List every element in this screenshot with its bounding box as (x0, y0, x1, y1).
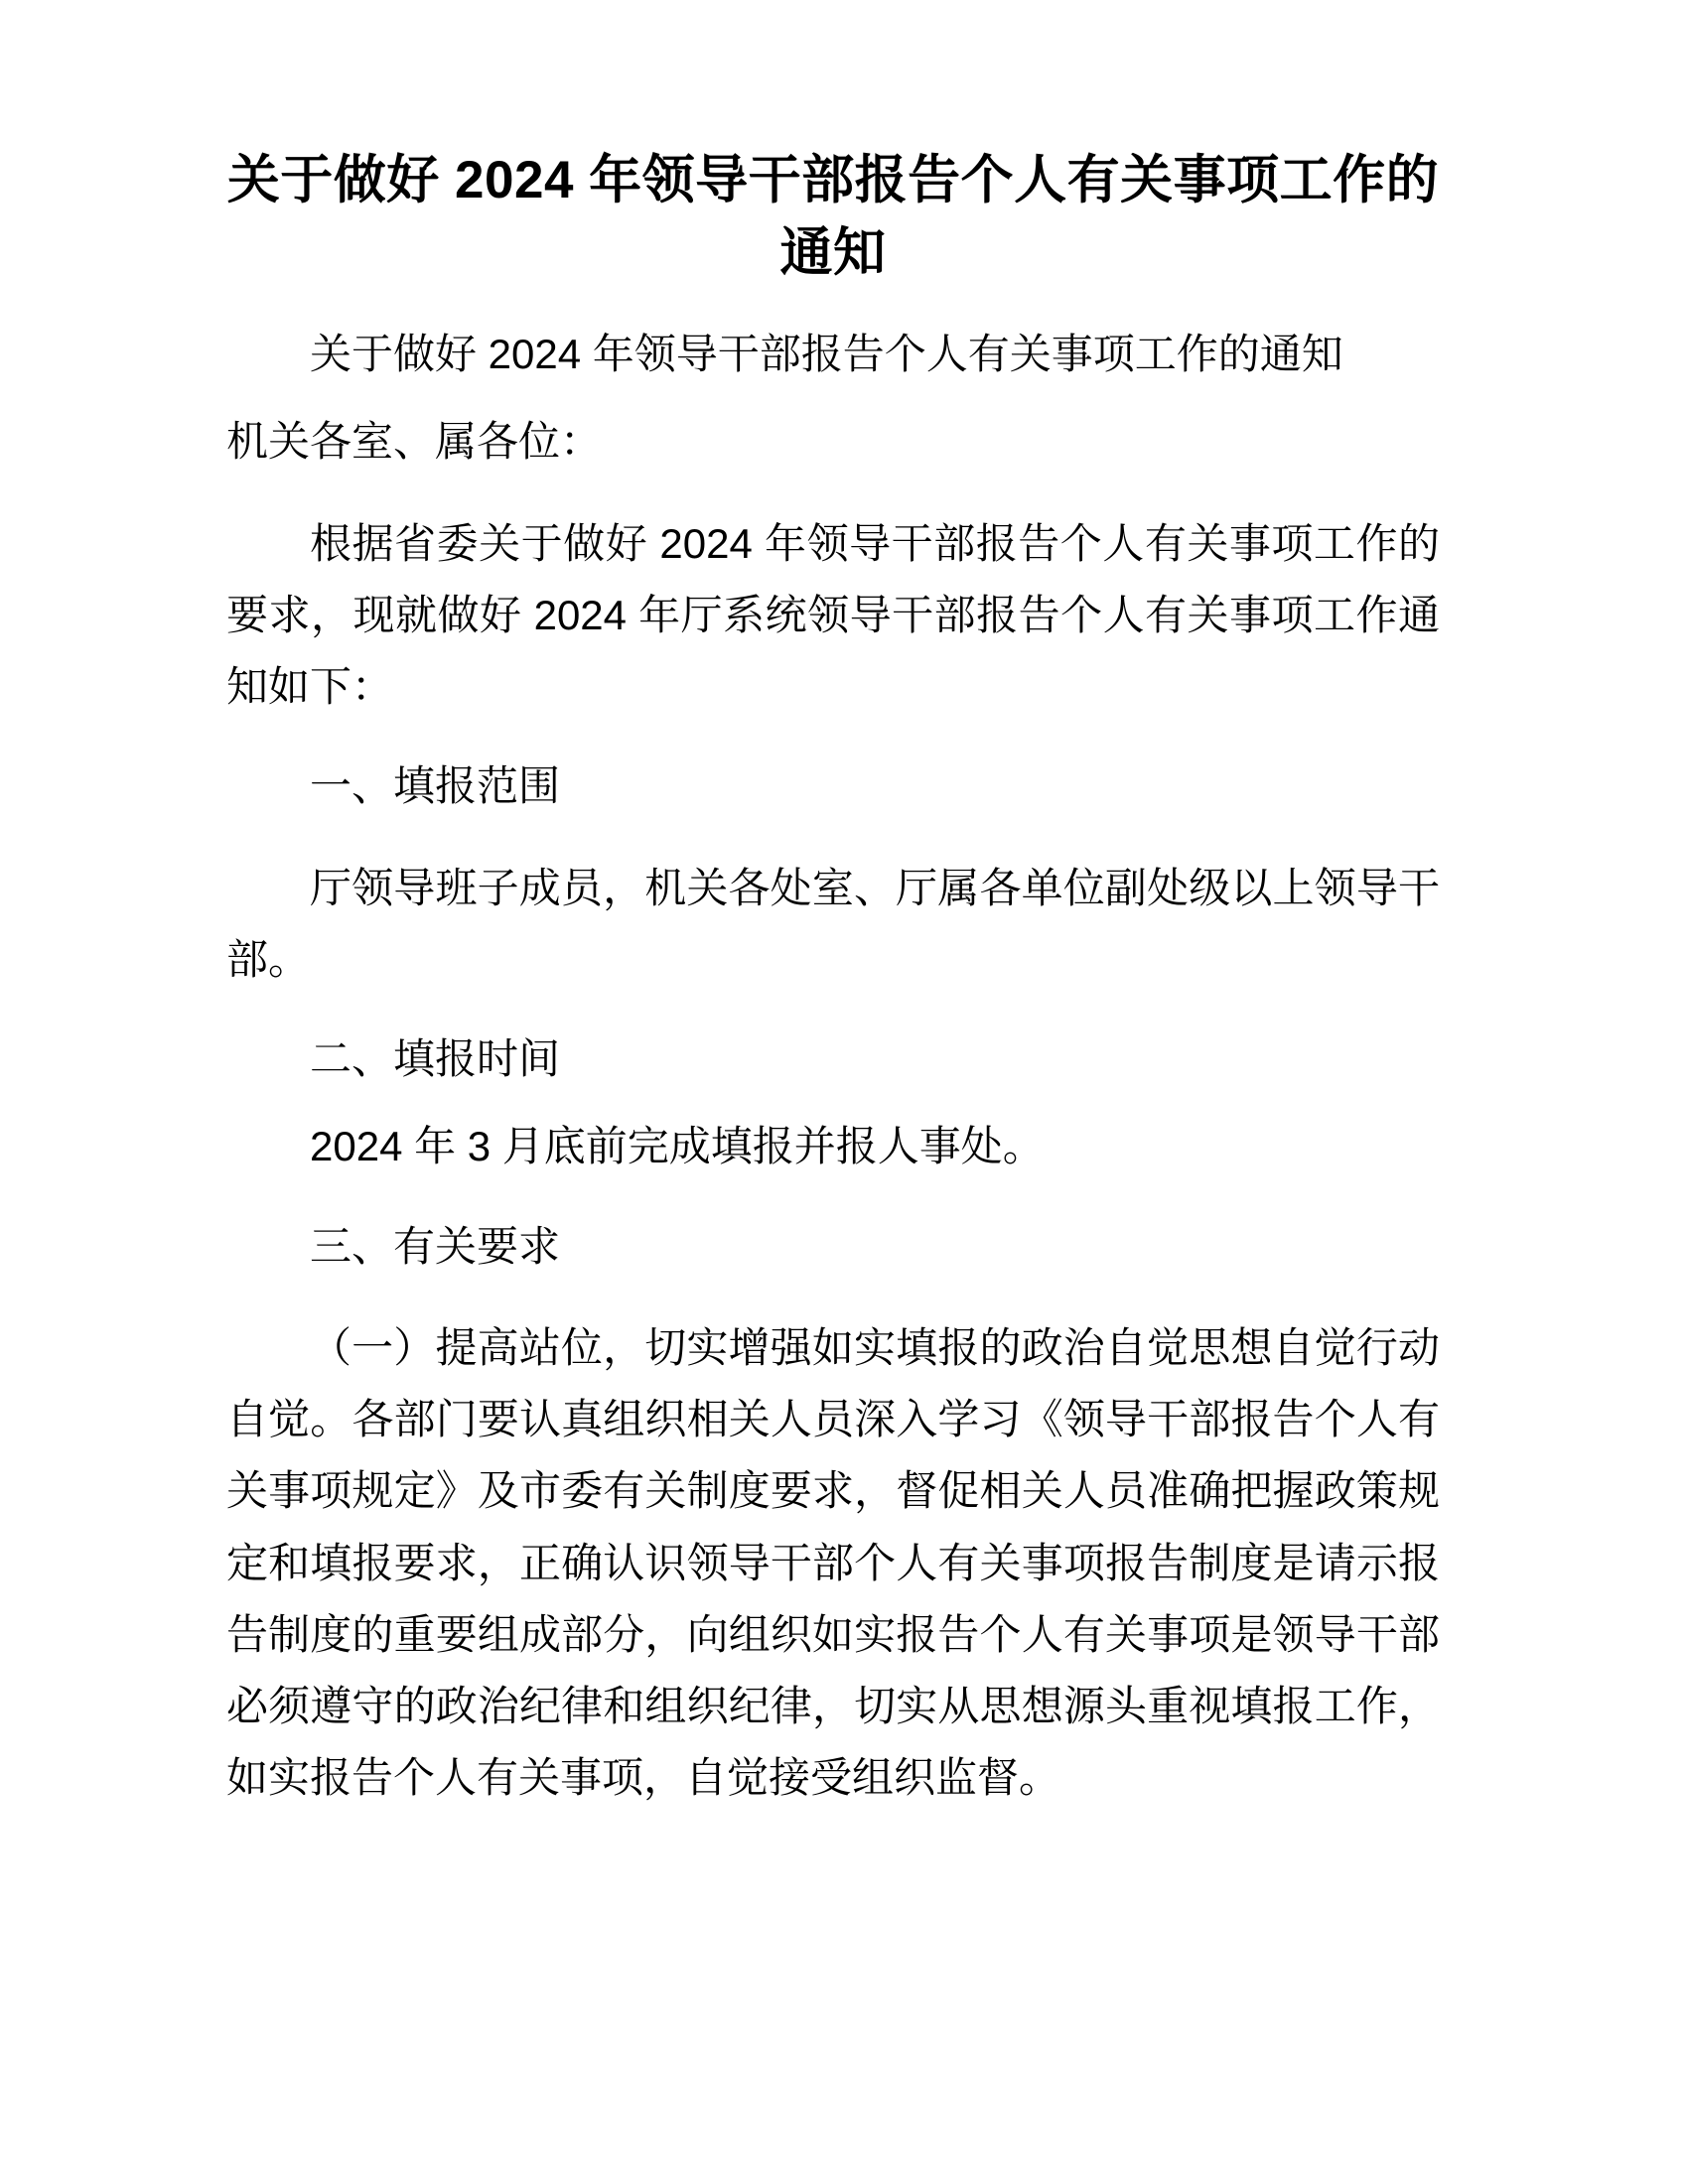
document-body (226, 0, 1440, 1814)
paragraph-section-1-body: 厅领导班子成员，机关各处室、厅属各单位副处级以上领导干部。 (226, 864, 1440, 983)
paragraph-restated-title: 关于做好 2024 年领导干部报告个人有关事项工作的通知 (310, 331, 1343, 378)
paragraph-salutation: 机关各室、属各位： (226, 418, 603, 466)
section-heading-2: 二、填报时间 (310, 1035, 561, 1083)
paragraph-section-2-body: 2024 年 3 月底前完成填报并报人事处。 (310, 1123, 1045, 1170)
paragraph-preamble: 根据省委关于做好 2024 年领导干部报告个人有关事项工作的要求，现就做好 2024 年厅系统领导干部报告个人有关事项工作通知如下： (226, 519, 1440, 711)
section-heading-1: 一、填报范围 (310, 762, 561, 810)
section-heading-3: 三、有关要求 (310, 1222, 561, 1270)
paragraph-section-3-item-1: （一）提高站位，切实增强如实填报的政治自觉思想自觉行动自觉。各部门要认真组织相关人员深入学习《领导干部报告个人有关事项规定》及市委有关制度要求，督促相关人员准确把握政策规定和填报要求，正确认识领导干部个人有关事项报告制度是请示报告制度的重要组成部分，向组织如实报告个人有关事项是领导干部必须遵守的政治纪律和组织纪律，切实从思想源头重视填报工作，如实报告个人有关事项，自觉接受组织监督。 (226, 1323, 1440, 1802)
page-title: 关于做好 2024 年领导干部报告个人有关事项工作的通知 (226, 151, 1440, 283)
